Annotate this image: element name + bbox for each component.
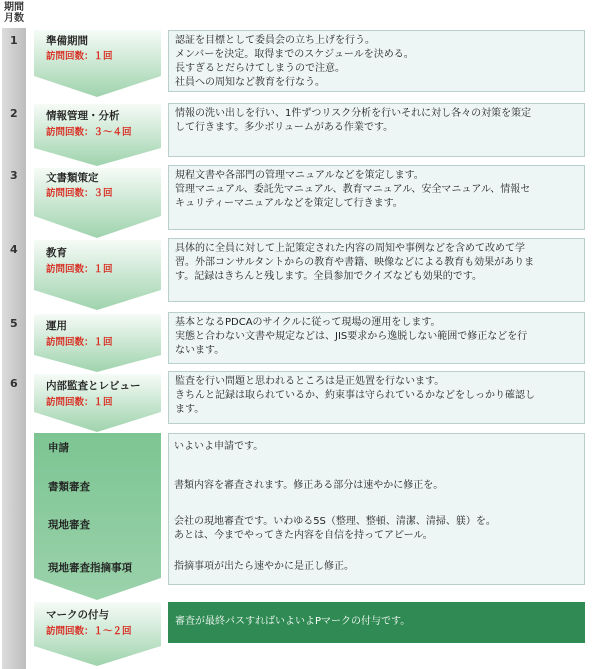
description-line: す。記録はきちんと残します。全員参加でクイズなども効果的です。 [175, 271, 482, 282]
period-header-line1: 期間 [4, 2, 24, 13]
document-review-text: 書類内容を審査されます。修正ある部分は速やかに修正を。 [174, 480, 444, 491]
step-1-description [168, 30, 585, 92]
step-5-description [168, 312, 585, 364]
month-3: 3 [10, 169, 18, 182]
description-line: 基本となるPDCAのサイクルに従って現場の運用をします。 [175, 317, 441, 328]
description-line: 具体的に全員に対して上記策定された内容の周知や事例などを含めて改めて学 [175, 243, 525, 254]
onsite-review-text [174, 515, 496, 543]
description-line: 監査を行い問題と思われるところは是正処置を行ないます。 [175, 376, 445, 387]
description-line: キュリティーマニュアルなどを策定して行きます。 [175, 198, 403, 209]
step-title: 内部監査とレビュー [46, 380, 141, 392]
step-visits: 訪問回数：１回 [46, 337, 113, 348]
description-line: きちんと記録は取られているか、約束事は守られているかなどをしっかり確認し [175, 390, 535, 401]
step-visits: 訪問回数：１回 [46, 51, 113, 62]
description-line: あとは、今までやってきた内容を自信を持ってアピール。 [174, 530, 433, 541]
final-text: 審査が最終パスすればいよいよPマークの付与です。 [175, 616, 411, 627]
onsite-findings-label: 現地審査指摘事項 [48, 562, 132, 574]
final-title: マークの付与 [46, 609, 109, 621]
month-1: 1 [10, 34, 18, 47]
description-line: 認証を目標として委員会の立ち上げを行う。 [175, 35, 375, 46]
description-line: 会社の現地審査です。いわゆる5S（整理、整頓、清潔、清掃、躾）を。 [174, 516, 496, 527]
description-line: ます。 [175, 404, 205, 415]
application-text: いよいよ申請です。 [174, 441, 264, 452]
description-line: 習。外部コンサルタントからの教育や書籍、映像などによる教育も効果がありま [175, 257, 535, 268]
description-line: して行きます。多少ボリュームがある作業です。 [175, 122, 394, 133]
step-visits: 訪問回数：１回 [46, 264, 113, 275]
step-visits: 訪問回数：３回 [46, 188, 113, 199]
month-5: 5 [10, 317, 18, 330]
description-line: 規程文書や各部門の管理マニュアルなどを策定します。 [175, 170, 424, 181]
step-title: 準備期間 [46, 35, 88, 47]
description-line: メンバーを決定。取得までのスケジュールを決める。 [175, 49, 414, 60]
onsite-review-label: 現地審査 [48, 519, 90, 531]
description-line: 管理マニュアル、委託先マニュアル、教育マニュアル、安全マニュアル、情報セ [175, 184, 531, 195]
month-4: 4 [10, 243, 18, 256]
final-description [168, 602, 585, 643]
final-visits: 訪問回数：１〜２回 [46, 626, 132, 637]
application-label: 申請 [48, 442, 69, 454]
description-line: 実態と合わない文書や規定などは、JIS要求から逸脱しない範囲で修正などを行 [175, 331, 528, 342]
step-4-description [168, 238, 585, 302]
step-title: 教育 [46, 247, 67, 259]
month-2: 2 [10, 107, 18, 120]
description-line: ないます。 [175, 345, 225, 356]
description-line: 情報の洗い出しを行い、1件ずつリスク分析を行いそれに対し各々の対策を策定 [175, 108, 532, 119]
description-line: 社員への周知など教育を行なう。 [175, 77, 325, 88]
step-2-description [168, 103, 585, 157]
description-line: 長すぎるとだらけてしまうので注意。 [175, 63, 345, 74]
step-3-description [168, 165, 585, 230]
period-header-line2: 月数 [4, 13, 24, 24]
step-visits: 訪問回数：１回 [46, 397, 113, 408]
step-title: 情報管理・分析 [46, 110, 120, 122]
step-title: 運用 [46, 320, 67, 332]
step-visits: 訪問回数：３〜４回 [46, 127, 132, 138]
onsite-findings-text: 指摘事項が出たら速やかに是正し修正。 [174, 561, 354, 572]
step-title: 文書類策定 [46, 172, 99, 184]
step-6-description [168, 371, 585, 424]
document-review-label: 書類審査 [48, 481, 90, 493]
month-6: 6 [10, 377, 18, 390]
